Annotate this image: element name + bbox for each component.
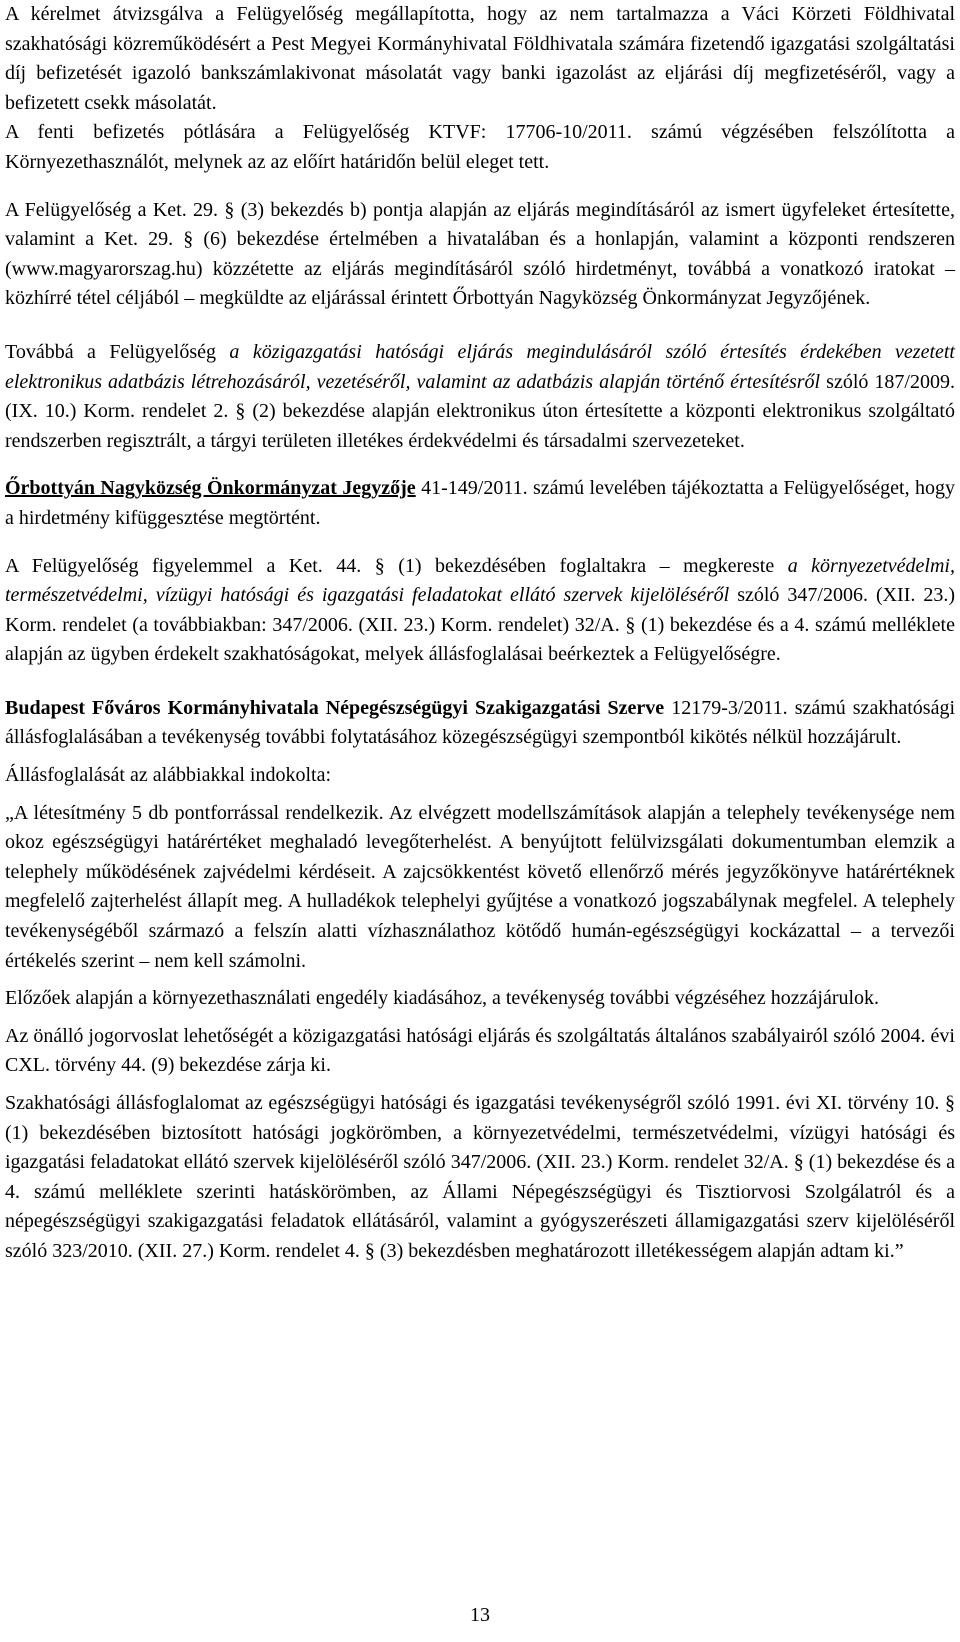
- page-number: 13: [470, 1604, 490, 1626]
- paragraph-szakhatosagok-megkeresese: [5, 552, 955, 670]
- authority-name-nepegeszsegugyi: Budapest Főváros Kormányhivatala Népegészségügyi Szakigazgatási Szerve: [5, 696, 665, 719]
- paragraph-jogorvoslat: Az önálló jogorvoslat lehetőségét a közigazgatási hatósági eljárás és szolgáltatás általános szabályairól szóló 2004. évi CXL. törvény 44. (9) bekezdése zárja ki.: [5, 1024, 955, 1077]
- text-segment: szóló 187/2009. (IX. 10.) Korm. rendelet 2. § (2) bekezdése alapján elektronikus úton értesítette a központi elektronikus szolgáltató rendszerben regisztrált, a tárgyi területen illetékes érdekvédelmi és társadalmi szervezeteket.: [5, 370, 955, 452]
- paragraph-elektronikus-ertesites: [5, 338, 955, 456]
- paragraph-indoklas-idezet: „A létesítmény 5 db pontforrással rendelkezik. Az elvégzett modellszámítások alapján a telephely tevékenysége nem okoz egészségügyi határértéket meghaladó levegőterhelést. A benyújtott felülvizsgálati dokumentumban elemzik a telephely működésének zajvédelmi kérdéseit. A zajcsökkentést követő ellenőrző mérés jegyzőkönyve határértéknek megfelelő zajterhelést állapít meg. A hulladékok telephelyi gyűjtése a vonatkozó jogszabálynak megfelel. A telephely tevékenységéből származó a felszín alatti vízhasználathoz kötődő humán-egészségügyi kockázattal – a tervezői értékelés szerint – nem kell számolni.: [5, 801, 955, 972]
- text-segment: 12179-3/2011. számú szakhatósági állásfoglalásában a tevékenység további folytatásához közegészségügyi szempontból kikötés nélkül hozzájárult.: [5, 696, 955, 749]
- paragraph-indoklas-bevezeto: Állásfoglalását az alábbiakkal indokolta:: [5, 764, 331, 787]
- text-segment: Továbbá a Felügyelőség: [5, 340, 230, 363]
- text-segment: A Felügyelőség figyelemmel a Ket. 44. § (1) bekezdésében foglaltakra – megkereste: [5, 554, 788, 577]
- paragraph-hataskor: Szakhatósági állásfoglalomat az egészségügyi hatósági és igazgatási tevékenységről szóló 1991. évi XI. törvény 10. § (1) bekezdésében biztosított hatósági jogkörömben, a környezetvédelmi, természetvédelmi, vízügyi hatósági és igazgatási feladatokat ellátó szervek kijelöléséről szóló 347/2006. (XII. 23.) Korm. rendelet 32/A. § (1) bekezdése és a 4. számú melléklete szerinti hatáskörömben, az Állami Népegészségügyi és Tisztiorvosi Szolgálatról és a népegészségügyi szakigazgatási feladatok ellátásáról, valamint a gyógyszerészeti államigazgatási szerv kijelöléséről szóló 323/2010. (XII. 27.) Korm. rendelet 4. § (3) bekezdésben meghatározott illetékességem alapján adtam ki.”: [5, 1092, 955, 1262]
- paragraph-befizetes-potlas: A fenti befizetés pótlására a Felügyelőség KTVF: 17706-10/2011. számú végzésében felszólította a Környezethasználót, melynek az az előírt határidőn belül eleget tett.: [5, 121, 955, 173]
- paragraph-hozzajarulas: Előzőek alapján a környezethasználati engedély kiadásához, a tevékenység további végzéséhez hozzájárulok.: [5, 987, 880, 1010]
- paragraph-nepegeszsegugyi-allasfoglalas: [5, 694, 955, 753]
- text-segment: szóló 347/2006. (XII. 23.) Korm. rendelet (a továbbiakban: 347/2006. (XII. 23.) Korm. rendelet) 32/A. § (1) bekezdése és a 4. számú melléklete alapján az ügyben érdekelt szakhatóságokat, melyek állásfoglalásai beérkeztek a Felügyelőségre.: [5, 584, 955, 666]
- authority-name-jegyzo: Őrbottyán Nagyközség Önkormányzat Jegyzője: [5, 477, 416, 500]
- paragraph-ugyfelek-ertesitese: A Felügyelőség a Ket. 29. § (3) bekezdés b) pontja alapján az eljárás megindításáról az ismert ügyfeleket értesítette, valamint a Ket. 29. § (6) bekezdése értelmében a hivatalában és a honlapján, valamint a központi rendszeren (www.magyarorszag.hu) közzétette az eljárás megindításáról szóló hirdetményt, továbbá a vonatkozó iratokat – közhírré tétel céljából – megküldte az eljárással érintett Őrbottyán Nagyközség Önkormányzat Jegyzőjének.: [5, 198, 955, 310]
- document-page: [5, 0, 955, 1267]
- paragraph-jegyzo-tajekoztatas: [5, 474, 955, 533]
- paragraph-kerelem-atvizsgalas: A kérelmet átvizsgálva a Felügyelőség megállapította, hogy az nem tartalmazza a Váci Körzeti Földhivatal szakhatósági közreműködésért a Pest Megyei Kormányhivatal Földhivatala számára fizetendő igazgatási szolgáltatási díj befizetését igazoló bankszámlakivonat másolatát vagy banki igazolást az eljárási díj megfizetéséről, vagy a befizetett csekk másolatát.: [5, 3, 955, 114]
- italic-regulation-title: a környezetvédelmi, természetvédelmi, vízügyi hatósági és igazgatási feladatokat ellátó szervek kijelöléséről: [5, 554, 955, 607]
- italic-regulation-title: a közigazgatási hatósági eljárás megindulásáról szóló értesítés érdekében vezetett elektronikus adatbázis létrehozásáról, vezetéséről, valamint az adatbázis alapján történő értesítésről: [5, 340, 955, 393]
- text-segment: 41-149/2011. számú levelében tájékoztatta a Felügyelőséget, hogy a hirdetmény kifüggesztése megtörtént.: [5, 477, 955, 529]
